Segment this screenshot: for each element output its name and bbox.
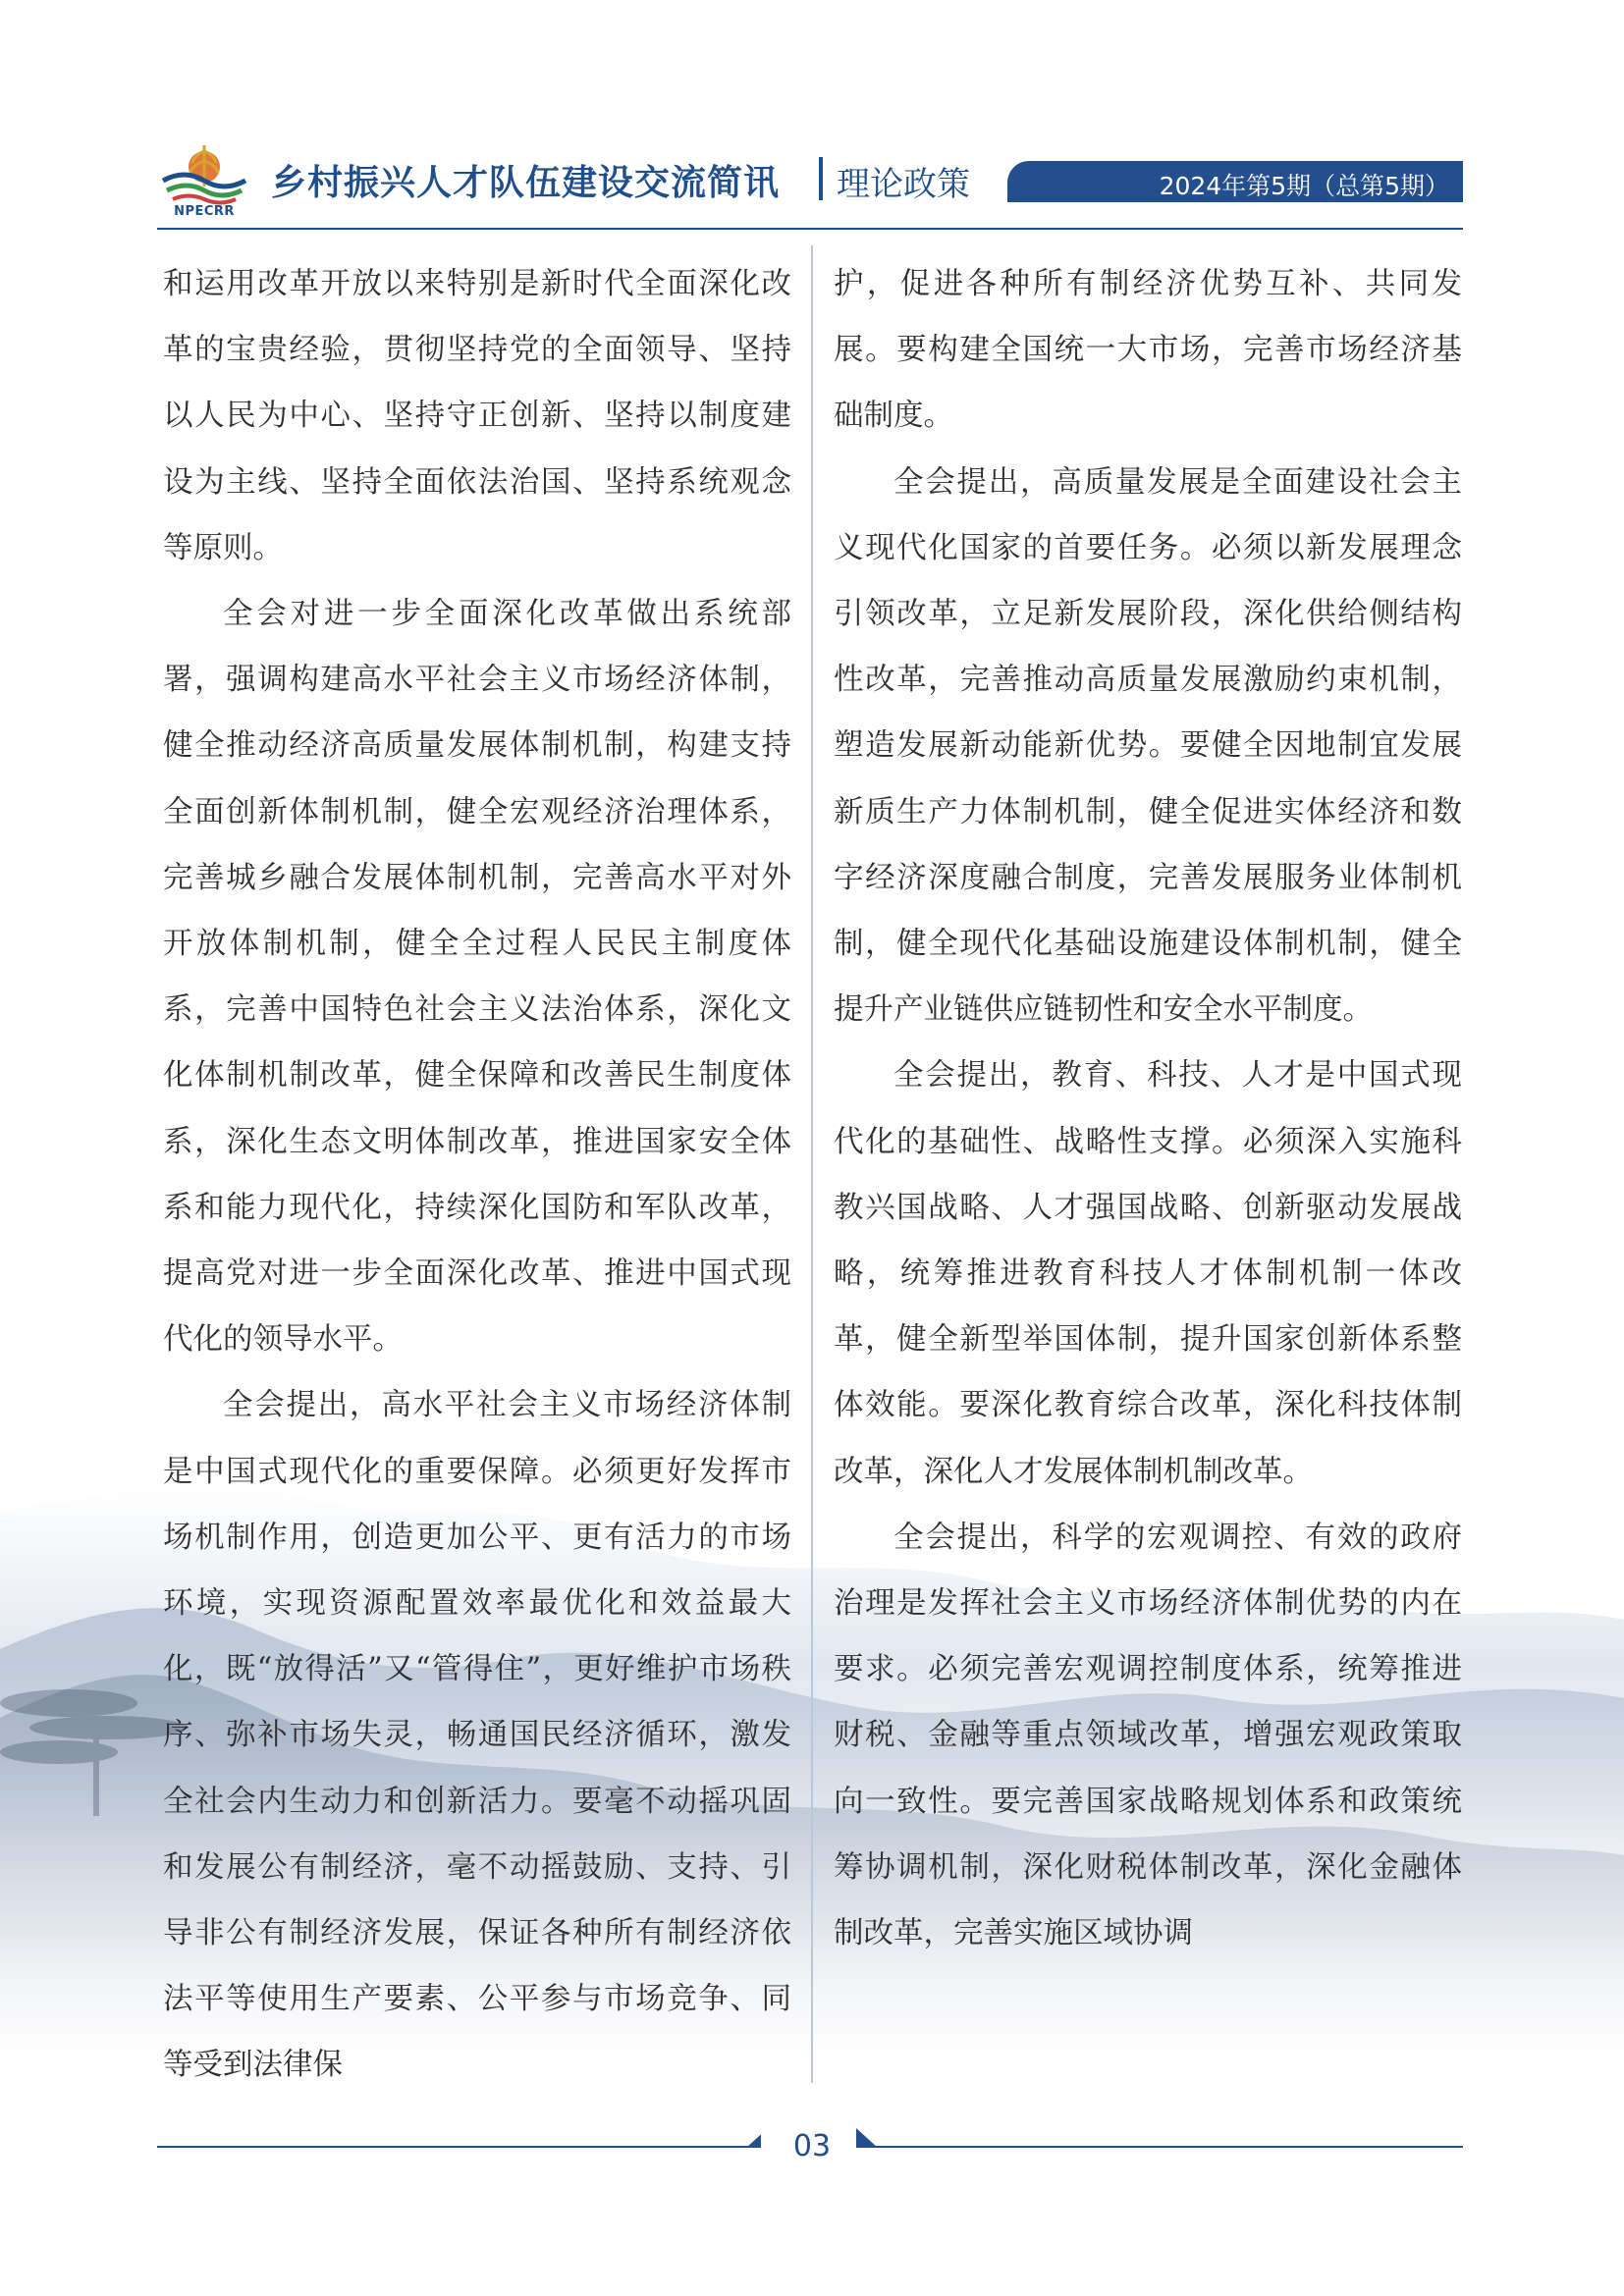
publication-title: 乡村振兴人才队伍建设交流简讯	[271, 163, 781, 203]
paragraph: 护，促进各种所有制经济优势互补、共同发展。要构建全国统一大市场，完善市场经济基础制度。	[834, 267, 1462, 434]
logo-text: NPECRR	[174, 204, 235, 219]
issue-banner	[1007, 161, 1463, 202]
section-name: 理论政策	[837, 165, 970, 204]
page-number: 03	[761, 2126, 863, 2167]
right-column	[834, 251, 1462, 1966]
left-column	[163, 251, 791, 2099]
issue-number: 2024年第5期（总第5期）	[1159, 172, 1449, 200]
column-divider	[811, 245, 813, 2083]
paragraph: 全会提出，高水平社会主义市场经济体制是中国式现代化的重要保障。必须更好发挥市场机制作用，创造更加公平、更有活力的市场环境，实现资源配置效率最优化和效益最大化，既“放得活”又“管得住”，更好维护市场秩序、弥补市场失灵，畅通国民经济循环，激发全社会内生动力和创新活力。要毫不动摇巩固和发展公有制经济，毫不动摇鼓励、支持、引导非公有制经济发展，保证各种所有制经济依法平等使用生产要素、公平参与市场竞争、同等受到法律保	[163, 1388, 791, 2083]
wheat-wave-logo-icon	[157, 137, 251, 206]
npecrr-logo	[157, 137, 251, 226]
paragraph: 全会提出，高质量发展是全面建设社会主义现代化国家的首要任务。必须以新发展理念引领改革，立足新发展阶段，深化供给侧结构性改革，完善推动高质量发展激励约束机制，塑造发展新动能新优势。要健全因地制宜发展新质生产力体制机制，健全促进实体经济和数字经济深度融合制度，完善发展服务业体制机制，健全现代化基础设施建设体制机制，健全提升产业链供应链韧性和安全水平制度。	[834, 464, 1462, 1028]
title-separator	[819, 157, 823, 200]
header-rule	[157, 228, 1463, 230]
page-marker-right-icon	[856, 2128, 878, 2148]
paragraph: 全会提出，科学的宏观调控、有效的政府治理是发挥社会主义市场经济体制优势的内在要求。必须完善宏观调控制度体系，统筹推进财税、金融等重点领域改革，增强宏观政策取向一致性。要完善国家战略规划体系和政策统筹协调机制，深化财税体制改革，深化金融体制改革，完善实施区域协调	[834, 1520, 1462, 1951]
paragraph: 全会对进一步全面深化改革做出系统部署，强调构建高水平社会主义市场经济体制，健全推动经济高质量发展体制机制，构建支持全面创新体制机制，健全宏观经济治理体系，完善城乡融合发展体制机制，完善高水平对外开放体制机制，健全全过程人民民主制度体系，完善中国特色社会主义法治体系，深化文化体制机制改革，健全保障和改善民生制度体系，深化生态文明体制改革，推进国家安全体系和能力现代化，持续深化国防和军队改革，提高党对进一步全面深化改革、推进中国式现代化的领导水平。	[163, 597, 791, 1358]
paragraph: 全会提出，教育、科技、人才是中国式现代化的基础性、战略性支撑。必须深入实施科教兴国战略、人才强国战略、创新驱动发展战略，统筹推进教育科技人才体制机制一体改革，健全新型举国体制，提升国家创新体系整体效能。要深化教育综合改革，深化科技体制改革，深化人才发展体制机制改革。	[834, 1058, 1462, 1489]
paragraph: 和运用改革开放以来特别是新时代全面深化改革的宝贵经验，贯彻坚持党的全面领导、坚持以人民为中心、坚持守正创新、坚持以制度建设为主线、坚持全面依法治国、坚持系统观念等原则。	[163, 267, 791, 565]
masthead	[157, 137, 1463, 226]
